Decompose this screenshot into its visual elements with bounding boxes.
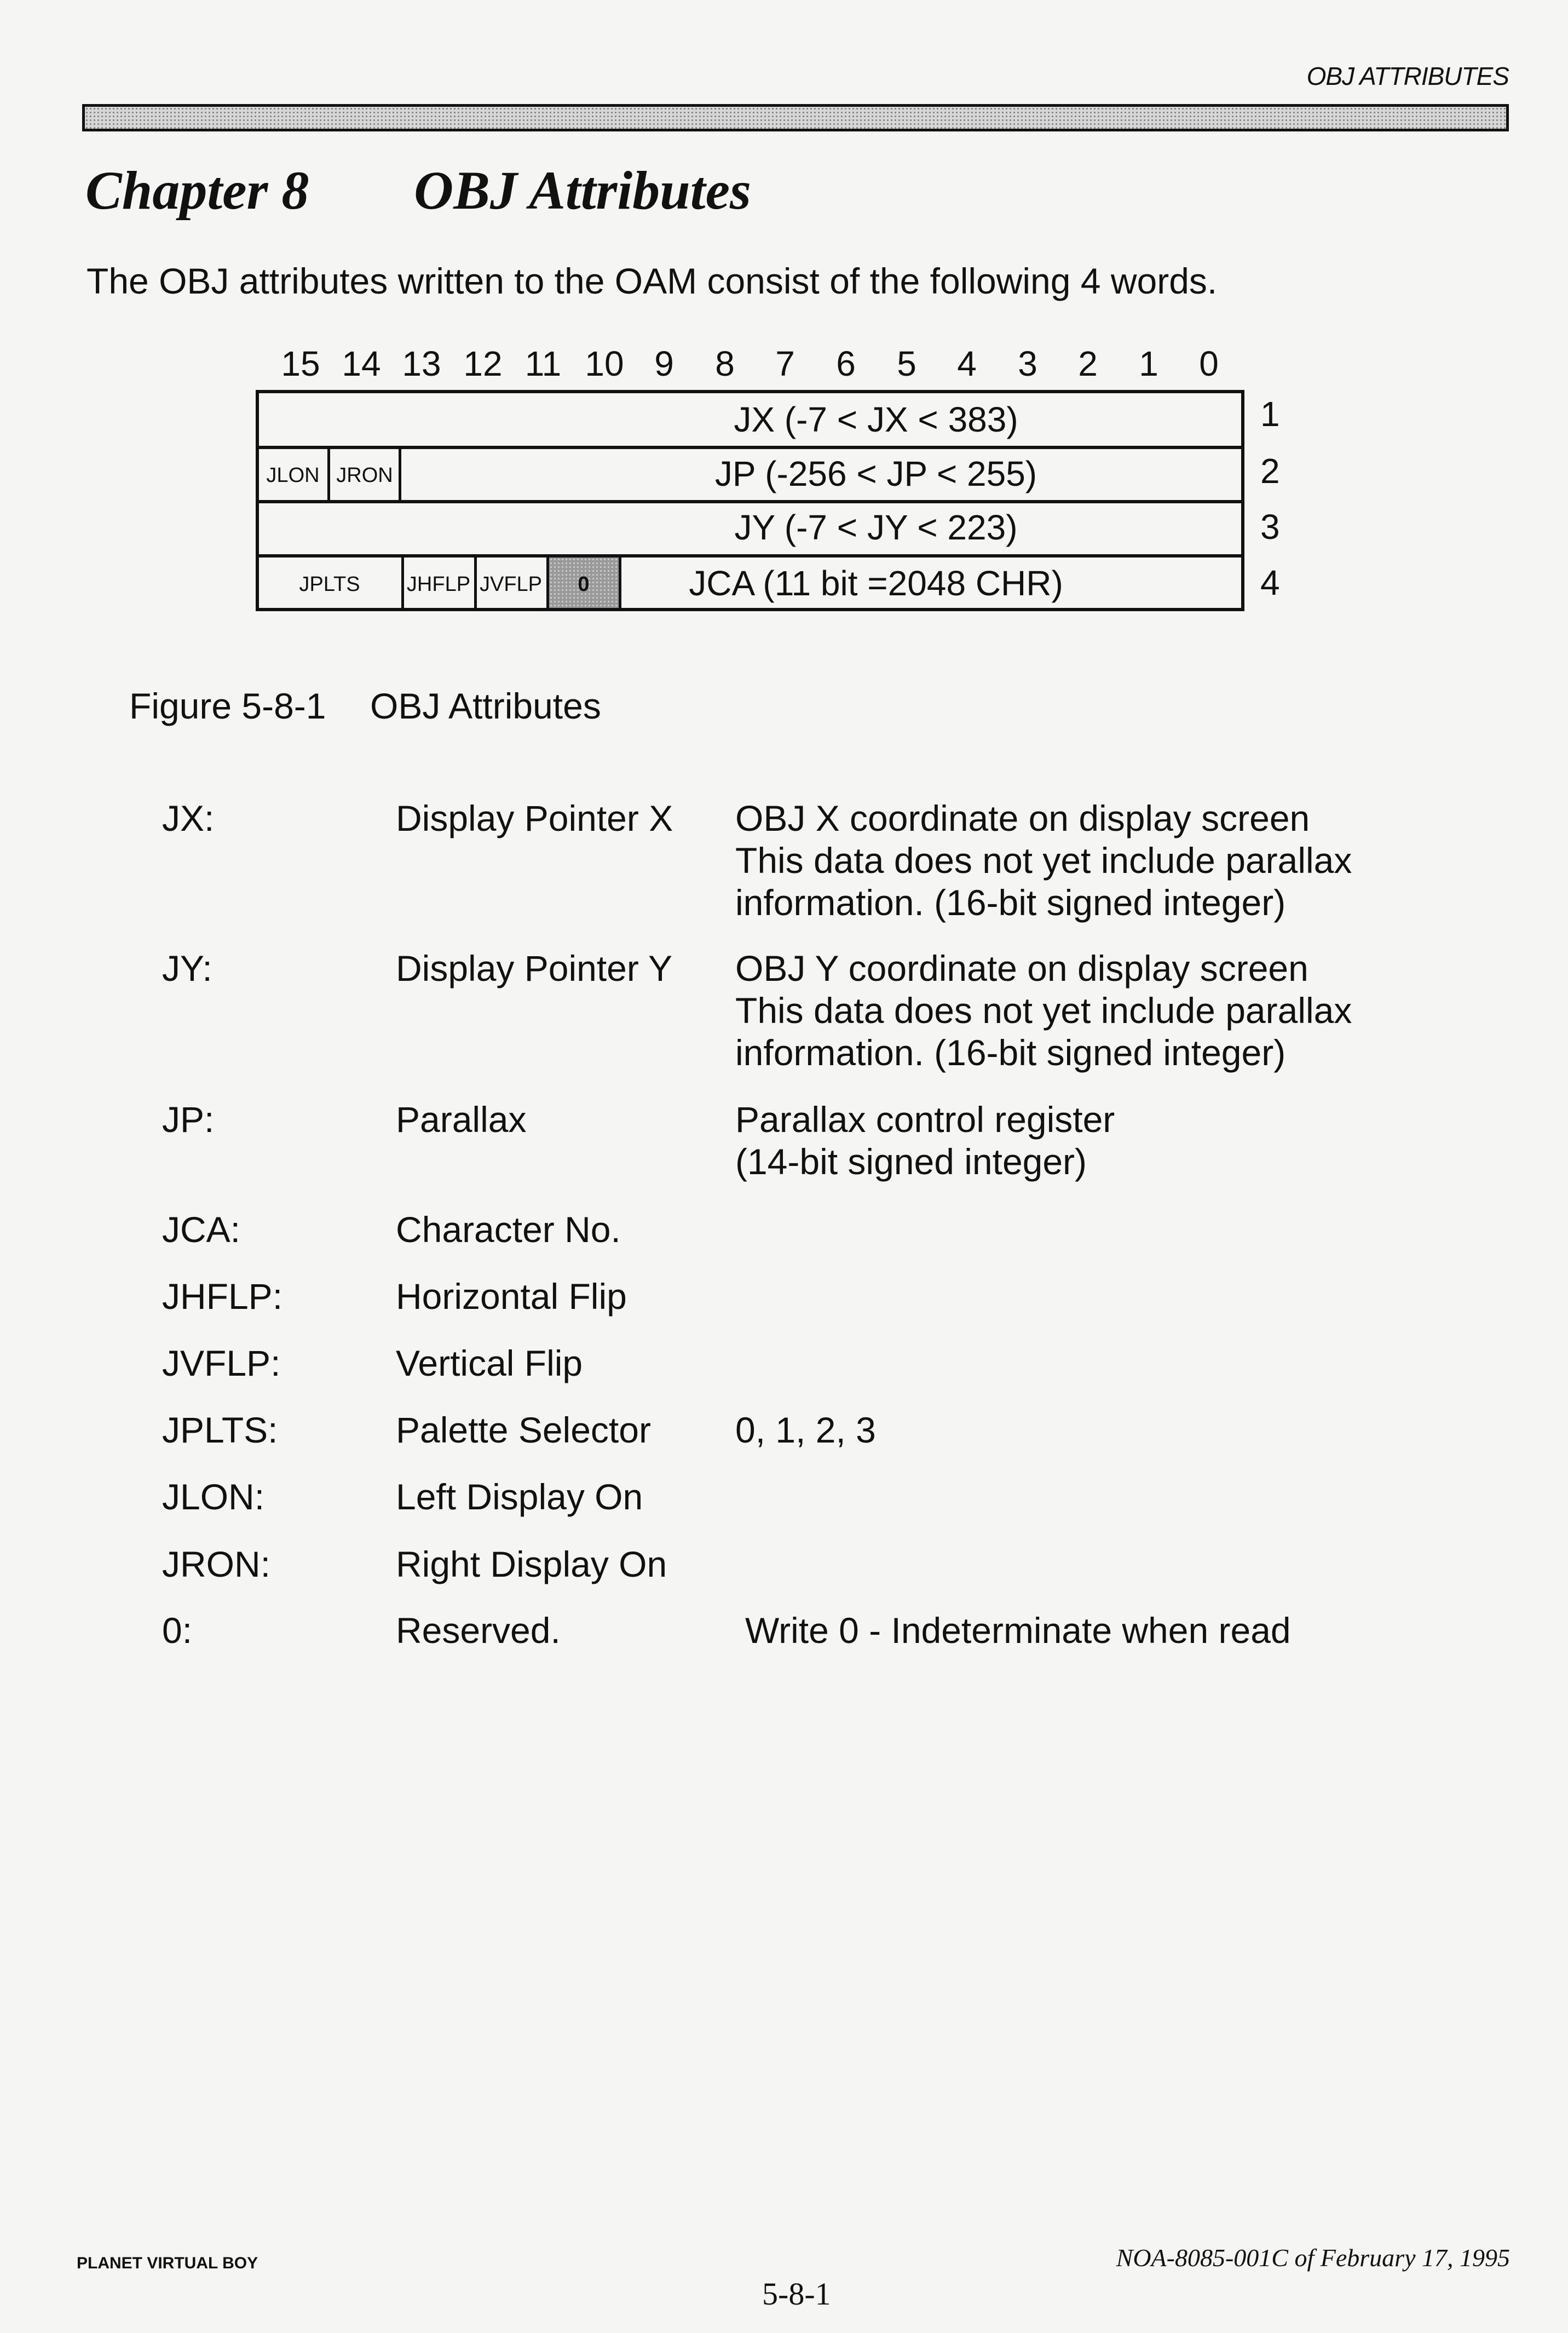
footer-left: PLANET VIRTUAL BOY xyxy=(77,2254,258,2272)
bit-label: 11 xyxy=(524,344,562,383)
bit-label: 8 xyxy=(715,344,735,383)
def-desc-line: Parallax control register xyxy=(735,1099,1115,1140)
def-term: JRON: xyxy=(162,1544,270,1584)
field-jvflp: JVFLP xyxy=(479,573,543,596)
figure-number: Figure 5-8-1 xyxy=(129,686,326,726)
def-desc-line: information. (16-bit signed integer) xyxy=(735,1032,1286,1073)
field-divider xyxy=(399,449,401,500)
def-desc-line: Write 0 - Indeterminate when read xyxy=(745,1610,1291,1651)
word-number: 2 xyxy=(1260,451,1280,491)
field-reserved: 0 xyxy=(578,573,590,596)
def-name: Right Display On xyxy=(396,1544,667,1584)
def-desc-line: This data does not yet include parallax xyxy=(735,990,1352,1031)
bit-label: 9 xyxy=(654,344,674,383)
intro-paragraph: The OBJ attributes written to the OAM consist of the following 4 words. xyxy=(87,261,1218,301)
bit-label: 3 xyxy=(1018,344,1037,383)
field-jron: JRON xyxy=(336,464,393,487)
field-divider xyxy=(619,558,621,608)
figure-title: OBJ Attributes xyxy=(370,686,601,726)
def-term: JVFLP: xyxy=(162,1343,281,1383)
bit-label: 14 xyxy=(342,344,381,383)
def-term: JHFLP: xyxy=(162,1276,283,1317)
bit-label: 4 xyxy=(957,344,977,383)
bit-label: 2 xyxy=(1078,344,1098,383)
field-jp: JP (-256 < JP < 255) xyxy=(714,454,1037,493)
bit-label: 1 xyxy=(1139,344,1158,383)
chapter-title: OBJ Attributes xyxy=(414,160,751,221)
def-name: Vertical Flip xyxy=(396,1343,583,1383)
def-desc-line: This data does not yet include parallax xyxy=(735,840,1352,881)
def-name: Parallax xyxy=(396,1099,527,1140)
def-desc-line: 0, 1, 2, 3 xyxy=(735,1410,876,1450)
word-number: 1 xyxy=(1260,394,1280,434)
header-bar xyxy=(82,104,1509,131)
def-name: Character No. xyxy=(396,1209,621,1250)
def-term: JX: xyxy=(162,798,215,838)
def-name: Palette Selector xyxy=(396,1410,651,1450)
def-desc xyxy=(735,797,1352,924)
def-desc-line: information. (16-bit signed integer) xyxy=(735,882,1286,923)
word-number: 3 xyxy=(1260,507,1280,547)
field-divider xyxy=(474,558,477,608)
def-name: Display Pointer X xyxy=(396,798,673,838)
def-name: Display Pointer Y xyxy=(396,948,673,989)
def-term: JY: xyxy=(162,948,212,989)
field-divider xyxy=(327,449,330,500)
def-desc xyxy=(735,947,1352,1074)
row-divider xyxy=(256,446,1244,449)
def-name: Horizontal Flip xyxy=(396,1276,627,1317)
field-jhflp: JHFLP xyxy=(406,573,471,596)
bit-label: 0 xyxy=(1199,344,1219,383)
field-jplts: JPLTS xyxy=(299,573,360,596)
def-term: JPLTS: xyxy=(162,1410,278,1450)
bit-label: 12 xyxy=(463,344,503,383)
def-desc xyxy=(735,1099,1115,1183)
word-number: 4 xyxy=(1260,563,1280,602)
field-jx: JX (-7 < JX < 383) xyxy=(734,400,1018,439)
row-divider xyxy=(256,500,1244,503)
def-name: Reserved. xyxy=(396,1610,561,1651)
bit-label: 10 xyxy=(585,344,624,383)
def-desc-line: OBJ Y coordinate on display screen xyxy=(735,948,1308,989)
def-term: JCA: xyxy=(162,1209,241,1250)
footer-document-id: NOA-8085-001C of February 17, 1995 xyxy=(1116,2244,1510,2272)
field-jlon: JLON xyxy=(266,464,320,487)
field-jy: JY (-7 < JY < 223) xyxy=(734,508,1018,547)
def-desc-line: (14-bit signed integer) xyxy=(735,1141,1087,1182)
def-desc xyxy=(735,1409,876,1451)
chapter-number: Chapter 8 xyxy=(85,160,309,221)
def-desc-line: OBJ X coordinate on display screen xyxy=(735,798,1310,838)
page-number: 5-8-1 xyxy=(762,2276,831,2312)
def-term: JLON: xyxy=(162,1476,265,1517)
running-header: OBJ ATTRIBUTES xyxy=(1306,62,1509,90)
bit-label: 6 xyxy=(836,344,856,383)
def-desc xyxy=(745,1610,1291,1652)
field-jca: JCA (11 bit =2048 CHR) xyxy=(689,564,1063,603)
bit-label: 5 xyxy=(897,344,916,383)
field-divider xyxy=(401,558,404,608)
def-name: Left Display On xyxy=(396,1476,643,1517)
field-divider xyxy=(546,558,549,608)
def-term: 0: xyxy=(162,1610,193,1651)
bit-label: 7 xyxy=(775,344,795,383)
bit-label: 13 xyxy=(402,344,441,383)
bit-label: 15 xyxy=(281,344,320,383)
def-term: JP: xyxy=(162,1099,215,1140)
